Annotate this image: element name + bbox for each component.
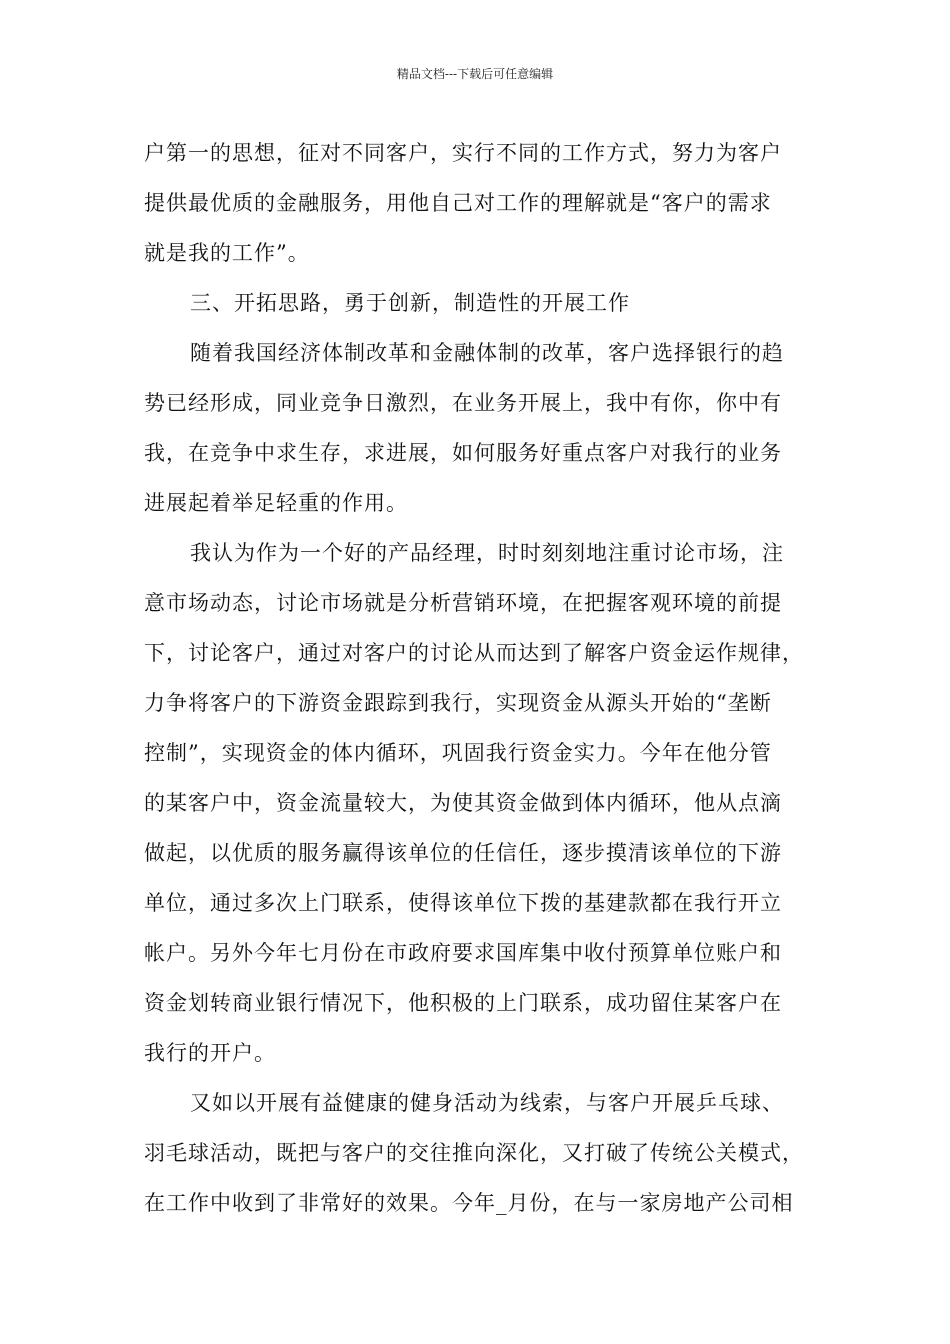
text-line: 下，讨论客户，通过对客户的讨论从而达到了解客户资金运作规律，	[144, 641, 804, 665]
text-line: 又如以开展有益健康的健身活动为线索，与客户开展乒乓球、	[190, 1091, 784, 1115]
text-line: 我，在竞争中求生存，求进展，如何服务好重点客户对我行的业务	[144, 441, 782, 465]
text-line: 户第一的思想，征对不同客户，实行不同的工作方式，努力为客户	[144, 141, 782, 165]
text-line: 势已经形成，同业竞争日激烈，在业务开展上，我中有你，你中有	[144, 391, 782, 415]
text-line: 就是我的工作”。	[144, 241, 310, 265]
text-line: 我认为作为一个好的产品经理，时时刻刻地注重讨论市场，注	[190, 541, 784, 565]
text-line: 在工作中收到了非常好的效果。今年_月份，在与一家房地产公司相	[144, 1191, 794, 1215]
text-line: 的某客户中，资金流量较大，为使其资金做到体内循环，他从点滴	[144, 791, 782, 815]
text-line: 进展起着举足轻重的作用。	[144, 491, 408, 515]
page-header: 精品文档---下载后可任意编辑	[396, 67, 554, 81]
text-line: 控制”，实现资金的体内循环，巩固我行资金实力。今年在他分管	[144, 741, 772, 765]
text-line: 羽毛球活动，既把与客户的交往推向深化，又打破了传统公关模式，	[144, 1141, 804, 1165]
text-line: 资金划转商业银行情况下，他积极的上门联系，成功留住某客户在	[144, 991, 782, 1015]
text-line: 提供最优质的金融服务，用他自己对工作的理解就是“客户的需求	[144, 191, 772, 215]
text-line: 单位，通过多次上门联系，使得该单位下拨的基建款都在我行开立	[144, 891, 782, 915]
text-line: 我行的开户。	[144, 1041, 276, 1065]
document-body	[144, 128, 812, 1228]
text-line: 随着我国经济体制改革和金融体制的改革，客户选择银行的趋	[190, 341, 784, 365]
section-heading: 三、开拓思路，勇于创新，制造性的开展工作	[190, 291, 630, 315]
text-line: 力争将客户的下游资金跟踪到我行，实现资金从源头开始的“垄断	[144, 691, 772, 715]
text-line: 帐户。另外今年七月份在市政府要求国库集中收付预算单位账户和	[144, 941, 782, 965]
text-line: 意市场动态，讨论市场就是分析营销环境，在把握客观环境的前提	[144, 591, 782, 615]
text-line: 做起，以优质的服务赢得该单位的任信任，逐步摸清该单位的下游	[144, 841, 782, 865]
